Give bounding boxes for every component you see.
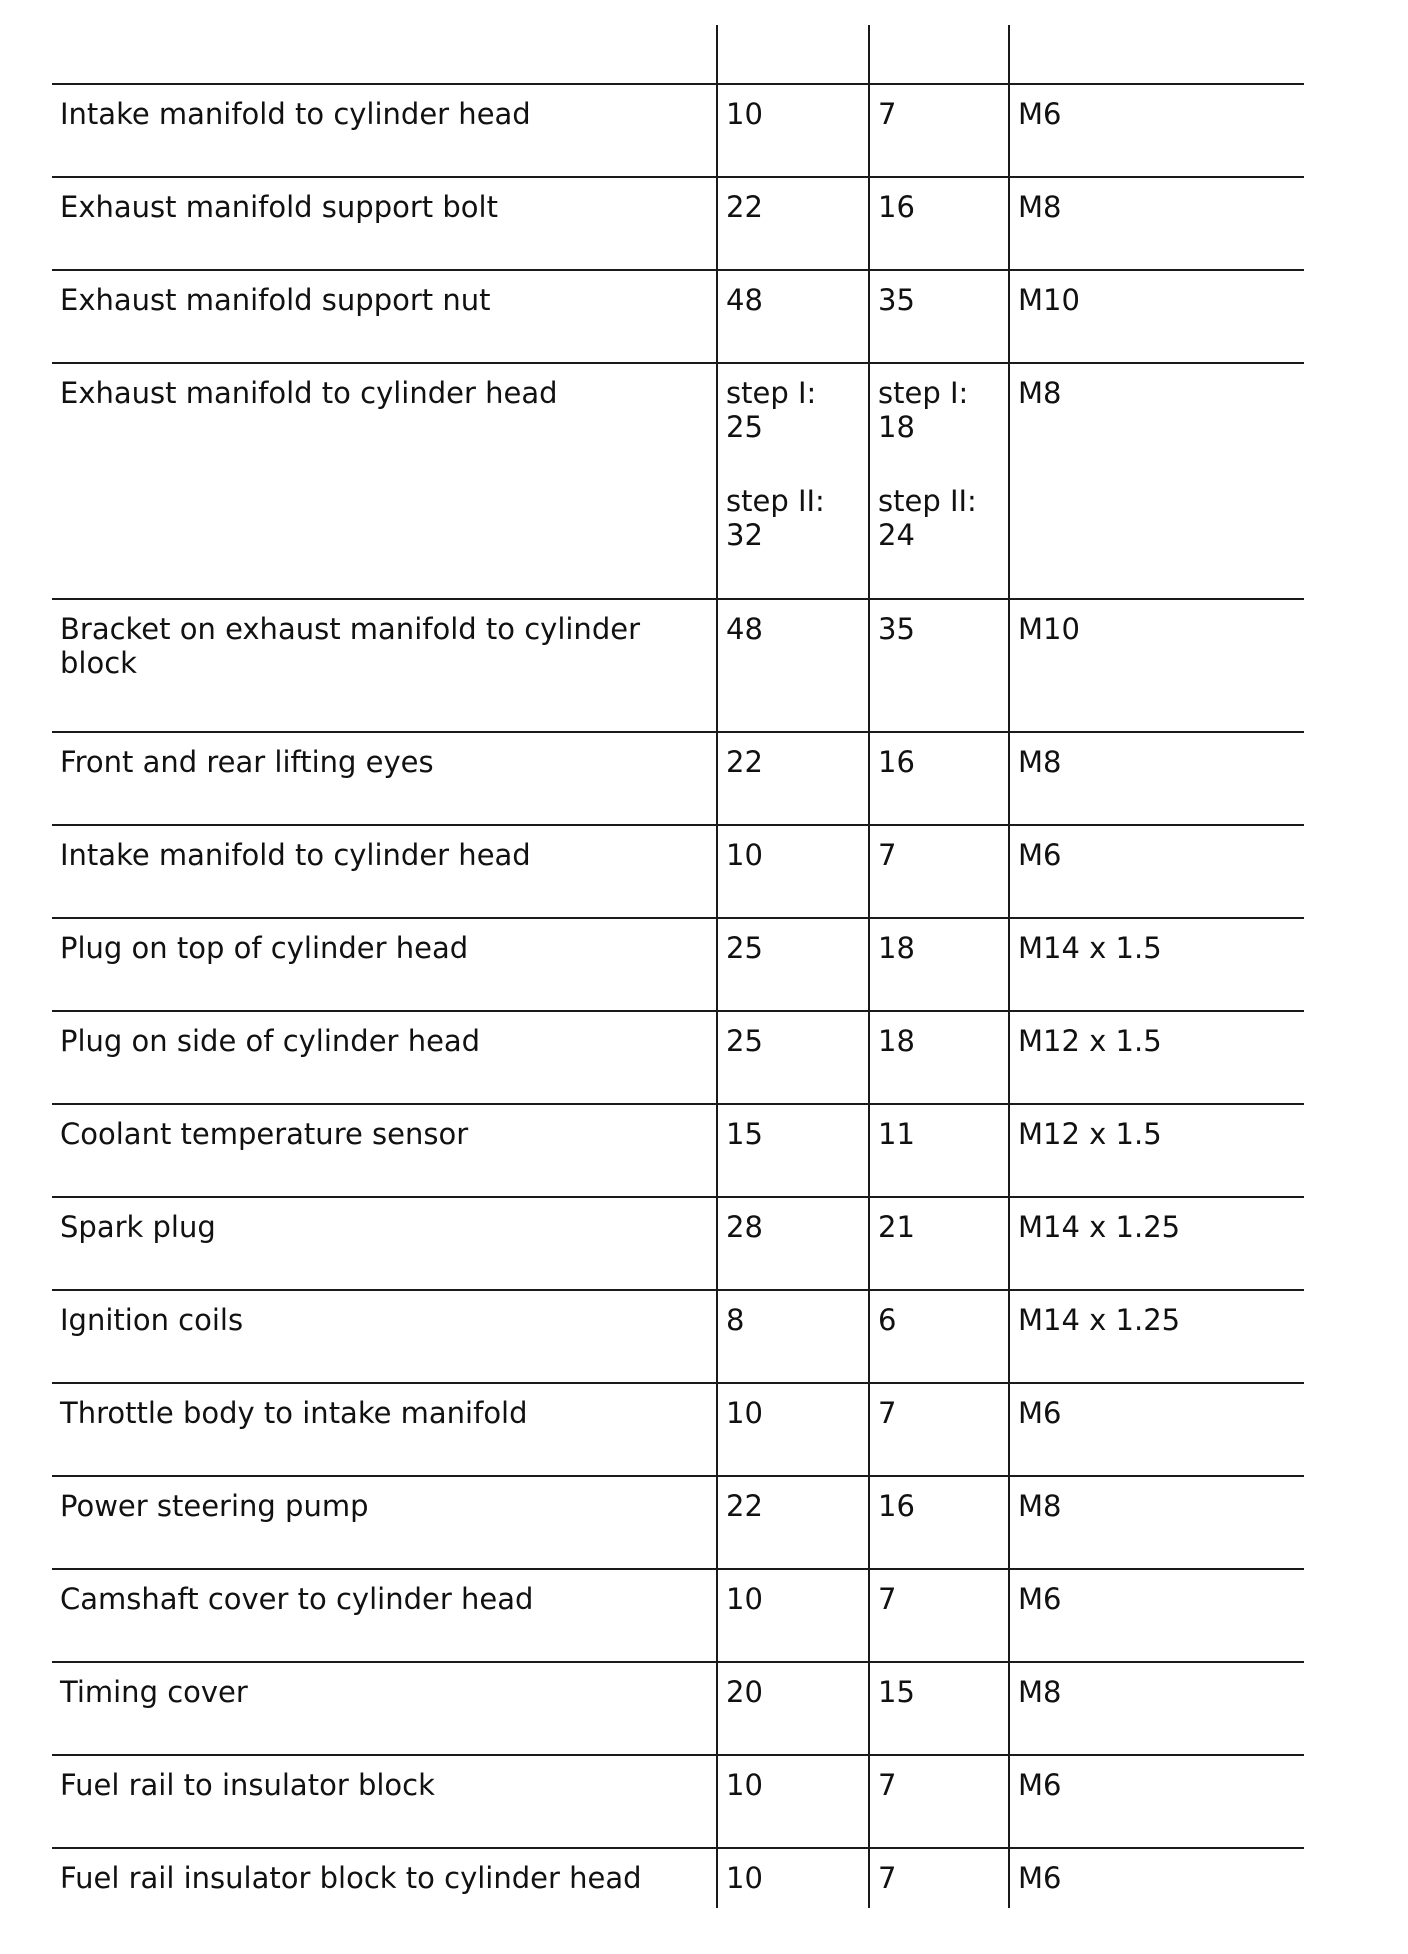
lbft-cell: 16 bbox=[869, 1476, 1009, 1569]
part-cell: Throttle body to intake manifold bbox=[52, 1383, 717, 1476]
thread-cell: M8 bbox=[1009, 732, 1304, 825]
part-cell: Camshaft cover to cylinder head bbox=[52, 1569, 717, 1662]
lbft-cell: 35 bbox=[869, 270, 1009, 363]
lbft-cell: 7 bbox=[869, 1755, 1009, 1848]
thread-cell: M6 bbox=[1009, 84, 1304, 177]
thread-cell: M8 bbox=[1009, 1476, 1304, 1569]
nm-cell: 48 bbox=[717, 599, 869, 732]
lbft-cell bbox=[869, 363, 1009, 599]
table-row bbox=[52, 177, 1304, 270]
part-cell: Intake manifold to cylinder head bbox=[52, 84, 717, 177]
step-value: 18 bbox=[878, 410, 915, 444]
nm-cell: 10 bbox=[717, 1755, 869, 1848]
part-cell: Plug on side of cylinder head bbox=[52, 1011, 717, 1104]
thread-cell: M12 x 1.5 bbox=[1009, 1011, 1304, 1104]
thread-cell: M8 bbox=[1009, 363, 1304, 599]
table-row bbox=[52, 1011, 1304, 1104]
part-cell: Fuel rail to insulator block bbox=[52, 1755, 717, 1848]
part-cell: Exhaust manifold to cylinder head bbox=[52, 363, 717, 599]
thread-cell: M14 x 1.25 bbox=[1009, 1290, 1304, 1383]
part-cell: Exhaust manifold support nut bbox=[52, 270, 717, 363]
thread-cell: M6 bbox=[1009, 1848, 1304, 1908]
thread-cell: M10 bbox=[1009, 270, 1304, 363]
step-label: step II: bbox=[726, 484, 825, 518]
thread-cell: M6 bbox=[1009, 1383, 1304, 1476]
step-label: step II: bbox=[878, 484, 977, 518]
part-cell: Bracket on exhaust manifold to cylinder block bbox=[52, 599, 717, 732]
step-label: step I: bbox=[878, 376, 969, 410]
step-value: 32 bbox=[726, 518, 763, 552]
table-row bbox=[52, 1848, 1304, 1908]
lbft-cell: 15 bbox=[869, 1662, 1009, 1755]
part-cell: Intake manifold to cylinder head bbox=[52, 825, 717, 918]
step-label: step I: bbox=[726, 376, 817, 410]
table-header-row bbox=[52, 25, 1304, 84]
thread-cell: M6 bbox=[1009, 825, 1304, 918]
lbft-cell: 7 bbox=[869, 1848, 1009, 1908]
part-cell: Spark plug bbox=[52, 1197, 717, 1290]
lbft-cell: 35 bbox=[869, 599, 1009, 732]
nm-cell: 22 bbox=[717, 1476, 869, 1569]
table-row bbox=[52, 1197, 1304, 1290]
step-value: 24 bbox=[878, 518, 915, 552]
nm-cell: 15 bbox=[717, 1104, 869, 1197]
thread-cell: M12 x 1.5 bbox=[1009, 1104, 1304, 1197]
thread-cell: M8 bbox=[1009, 1662, 1304, 1755]
header-cell-lbft bbox=[869, 25, 1009, 84]
nm-cell: 25 bbox=[717, 918, 869, 1011]
nm-cell: 22 bbox=[717, 177, 869, 270]
nm-cell: 25 bbox=[717, 1011, 869, 1104]
header-cell-thread bbox=[1009, 25, 1304, 84]
lbft-cell: 16 bbox=[869, 177, 1009, 270]
lbft-cell: 11 bbox=[869, 1104, 1009, 1197]
thread-cell: M8 bbox=[1009, 177, 1304, 270]
nm-cell: 28 bbox=[717, 1197, 869, 1290]
part-cell: Coolant temperature sensor bbox=[52, 1104, 717, 1197]
table-row bbox=[52, 84, 1304, 177]
table-row bbox=[52, 270, 1304, 363]
table-row bbox=[52, 1104, 1304, 1197]
part-cell: Power steering pump bbox=[52, 1476, 717, 1569]
table-row bbox=[52, 599, 1304, 732]
lbft-cell: 16 bbox=[869, 732, 1009, 825]
nm-cell: 10 bbox=[717, 1569, 869, 1662]
table-row bbox=[52, 1662, 1304, 1755]
part-cell: Plug on top of cylinder head bbox=[52, 918, 717, 1011]
lbft-cell: 7 bbox=[869, 84, 1009, 177]
table-row bbox=[52, 918, 1304, 1011]
nm-cell bbox=[717, 363, 869, 599]
nm-cell: 20 bbox=[717, 1662, 869, 1755]
table-row bbox=[52, 1755, 1304, 1848]
table-row bbox=[52, 1383, 1304, 1476]
lbft-cell: 18 bbox=[869, 918, 1009, 1011]
part-cell: Exhaust manifold support bolt bbox=[52, 177, 717, 270]
nm-cell: 48 bbox=[717, 270, 869, 363]
lbft-cell: 6 bbox=[869, 1290, 1009, 1383]
lbft-cell: 21 bbox=[869, 1197, 1009, 1290]
table-row bbox=[52, 1476, 1304, 1569]
table-row bbox=[52, 1290, 1304, 1383]
lbft-cell: 7 bbox=[869, 825, 1009, 918]
lbft-cell: 7 bbox=[869, 1383, 1009, 1476]
thread-cell: M6 bbox=[1009, 1569, 1304, 1662]
nm-cell: 10 bbox=[717, 1848, 869, 1908]
part-cell: Fuel rail insulator block to cylinder head bbox=[60, 1861, 642, 1895]
torque-specification-table bbox=[52, 25, 1304, 1908]
header-cell-nm bbox=[717, 25, 869, 84]
nm-cell: 10 bbox=[717, 84, 869, 177]
nm-cell: 22 bbox=[717, 732, 869, 825]
part-cell: Timing cover bbox=[52, 1662, 717, 1755]
nm-cell: 10 bbox=[717, 1383, 869, 1476]
table-row bbox=[52, 1569, 1304, 1662]
lbft-cell: 18 bbox=[869, 1011, 1009, 1104]
thread-cell: M14 x 1.5 bbox=[1009, 918, 1304, 1011]
nm-cell: 10 bbox=[717, 825, 869, 918]
thread-cell: M14 x 1.25 bbox=[1009, 1197, 1304, 1290]
part-cell: Front and rear lifting eyes bbox=[52, 732, 717, 825]
step-value: 25 bbox=[726, 410, 763, 444]
table-row bbox=[52, 732, 1304, 825]
header-cell-part bbox=[52, 25, 717, 84]
thread-cell: M6 bbox=[1009, 1755, 1304, 1848]
part-cell: Ignition coils bbox=[52, 1290, 717, 1383]
table-row bbox=[52, 363, 1304, 599]
table-row bbox=[52, 825, 1304, 918]
nm-cell: 8 bbox=[717, 1290, 869, 1383]
thread-cell: M10 bbox=[1009, 599, 1304, 732]
lbft-cell: 7 bbox=[869, 1569, 1009, 1662]
